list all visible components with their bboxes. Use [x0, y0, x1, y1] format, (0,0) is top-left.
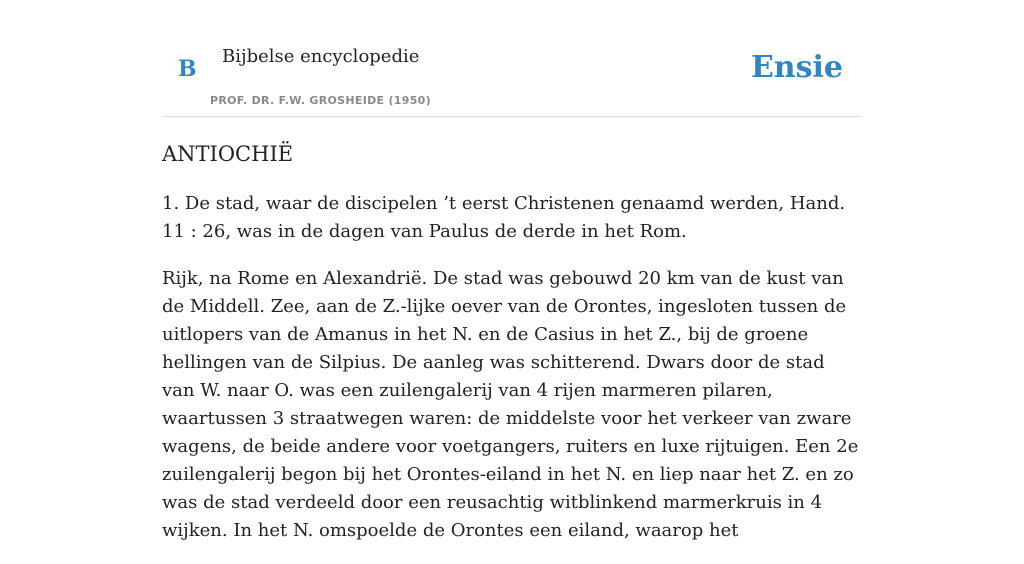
book-title[interactable]: Bijbelse encyclopedie: [222, 46, 420, 67]
article-paragraph: 1. De stad, waar de discipelen ’t eerst Christenen genaamd werden, Hand. 11 : 26, was in de dagen van Paulus de derde in het Rom.: [162, 193, 846, 242]
article-paragraph: Rijk, na Rome en Alexandrië. De stad was gebouwd 20 km van de kust van de Middell. Zee, aan de Z.-lijke oever van de Orontes, ingesloten tussen de uitlopers van de Amanus in het N. en de Casius in het Z., bij de groene hellingen van de Silpius. De aanleg was schitterend. Dwars door de stad van W. naar O. was een zuilengalerij van 4 rijen marmeren pilaren, waartussen 3 straatwegen waren: de middelste voor het verkeer van zware wagens, de beide andere voor voetgangers, ruiters en luxe rijtuigen. Een 2e zuilengalerij begon bij het Orontes-eiland in het N. en liep naar het Z. en zo was de stad verdeeld door een reusachtig witblinkend marmerkruis in 4 wijken. In het N. omspoelde de Orontes een eiland, waarop het: [162, 268, 859, 541]
article-content: [162, 138, 862, 564]
site-header: [162, 0, 862, 117]
book-author: PROF. DR. F.W. GROSHEIDE (1950): [210, 94, 431, 107]
brand-logo[interactable]: Ensie: [750, 50, 843, 85]
book-logo[interactable]: B: [178, 56, 197, 82]
article-title: ANTIOCHIË: [162, 142, 294, 166]
